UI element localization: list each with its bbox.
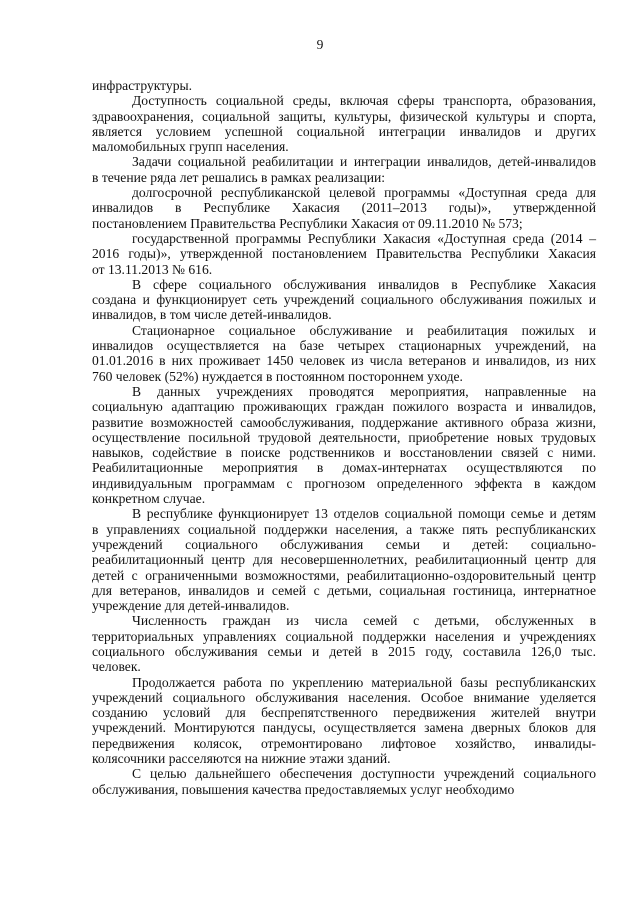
paragraph [92, 185, 596, 231]
text-line: учреждение для детей-инвалидов. [92, 598, 290, 614]
text-line: инвалидов в Республике Хакасия (2011–2013 годы)», утвержденной [92, 200, 596, 216]
text-line: долгосрочной республиканской целевой программы «Доступная среда для [132, 185, 596, 201]
paragraph [92, 675, 596, 767]
text-line: инвалидов осуществляется на базе четырех стационарных учреждений, на [92, 338, 596, 354]
text-line: навыков, содействие в поиске родственников и восстановлении связей с ними. [92, 445, 596, 461]
text-line: Продолжается работа по укреплению материальной базы республиканских [132, 674, 596, 690]
text-line: конкретном случае. [92, 491, 206, 507]
paragraph [92, 766, 596, 797]
text-line: человек. [92, 659, 141, 675]
text-line: Задачи социальной реабилитации и интеграции инвалидов, детей-инвалидов [132, 154, 596, 170]
text-line: в течение ряда лет решались в рамках реализации: [92, 169, 386, 185]
text-line: социальную адаптацию проживающих граждан пожилого возраста и инвалидов, [92, 399, 596, 415]
text-line: 760 человек (52%) нуждается в постоянном постороннем уходе. [92, 368, 463, 384]
text-line: постановлением Правительства Республики Хакасия от 09.11.2010 № 573; [92, 215, 523, 231]
paragraph [92, 506, 596, 613]
text-line: от 13.11.2013 № 616. [92, 261, 213, 277]
paragraph [92, 154, 596, 185]
paragraph [92, 323, 596, 384]
paragraph [92, 277, 596, 323]
text-line: В республике функционирует 13 отделов социальной помощи семье и детям [132, 506, 596, 522]
text-line: социального обслуживания семьи и детей в 2015 году, составила 126,0 тыс. [92, 643, 596, 659]
text-line: детей с ограниченными возможностями, реабилитационно-оздоровительный центр [92, 567, 596, 583]
text-line: является условием успешной социальной интеграции инвалидов и других [92, 123, 596, 139]
paragraph [92, 231, 596, 277]
text-line: здравоохранения, социальной защиты, культуры, физической культуры и спорта, [92, 108, 596, 124]
text-line: передвижения колясок, отремонтировано лифтовое хозяйство, инвалиды- [92, 735, 596, 751]
body-text [92, 78, 596, 797]
paragraph [92, 78, 596, 93]
text-line: В сфере социального обслуживания инвалидов в Республике Хакасия [132, 276, 596, 292]
text-line: В данных учреждениях проводятся мероприятия, направленные на [132, 383, 596, 399]
text-line: колясочники расселяются на нижние этажи зданий. [92, 751, 391, 767]
text-line: для ветеранов, инвалидов и семей с детьми, социальная гостиница, интернатное [92, 582, 596, 598]
text-line: инвалидов, в том числе детей-инвалидов. [92, 307, 332, 323]
text-line: учреждений социального обслуживания населения. Особое внимание уделяется [92, 689, 596, 705]
paragraph [92, 613, 596, 674]
text-line: 2016 годы)», утвержденной постановлением Правительства Республики Хакасия [92, 246, 596, 262]
text-line: инфраструктуры. [92, 78, 193, 93]
text-line: развитие возможностей самообслуживания, поддержание активного образа жизни, [92, 414, 596, 430]
text-line: Численность граждан из числа семей с детьми, обслуженных в [132, 613, 596, 629]
text-line: осуществление посильной трудовой деятельности, приобретение новых трудовых [92, 429, 596, 445]
text-line: маломобильных групп населения. [92, 139, 289, 155]
text-line: Стационарное социальное обслуживание и реабилитация пожилых и [132, 322, 596, 338]
text-line: территориальных управлениях социальной поддержки населения и учреждениях [92, 628, 596, 644]
text-line: Реабилитационные мероприятия в домах-интернатах осуществляются по [92, 460, 596, 476]
text-line: Доступность социальной среды, включая сферы транспорта, образования, [132, 93, 596, 109]
paragraph [92, 384, 596, 506]
text-line: в управлениях социальной поддержки населения, а также пять республиканских [92, 521, 596, 537]
text-line: учреждений. Монтируются пандусы, осуществляется замена дверных блоков для [92, 720, 596, 736]
text-line: реабилитационный центр для несовершеннолетних, реабилитационный центр для [92, 552, 596, 568]
text-line: государственной программы Республики Хакасия «Доступная среда (2014 – [132, 230, 596, 246]
text-line: создана и функционирует сеть учреждений социального обслуживания пожилых и [92, 292, 596, 308]
text-line: С целью дальнейшего обеспечения доступности учреждений социального [132, 766, 596, 782]
text-line: индивидуальным программам с прогнозом определенного эффекта в каждом [92, 475, 596, 491]
text-line: учреждений социального обслуживания семьи и детей: социально- [92, 536, 596, 552]
paragraph [92, 93, 596, 154]
text-line: обслуживания, повышения качества предоставляемых услуг необходимо [92, 781, 515, 797]
text-line: созданию условий для беспрепятственного передвижения жителей внутри [92, 705, 596, 721]
text-line: 01.01.2016 в них проживает 1450 человек из числа ветеранов и инвалидов, из них [92, 353, 596, 369]
page-number: 9 [316, 37, 324, 52]
